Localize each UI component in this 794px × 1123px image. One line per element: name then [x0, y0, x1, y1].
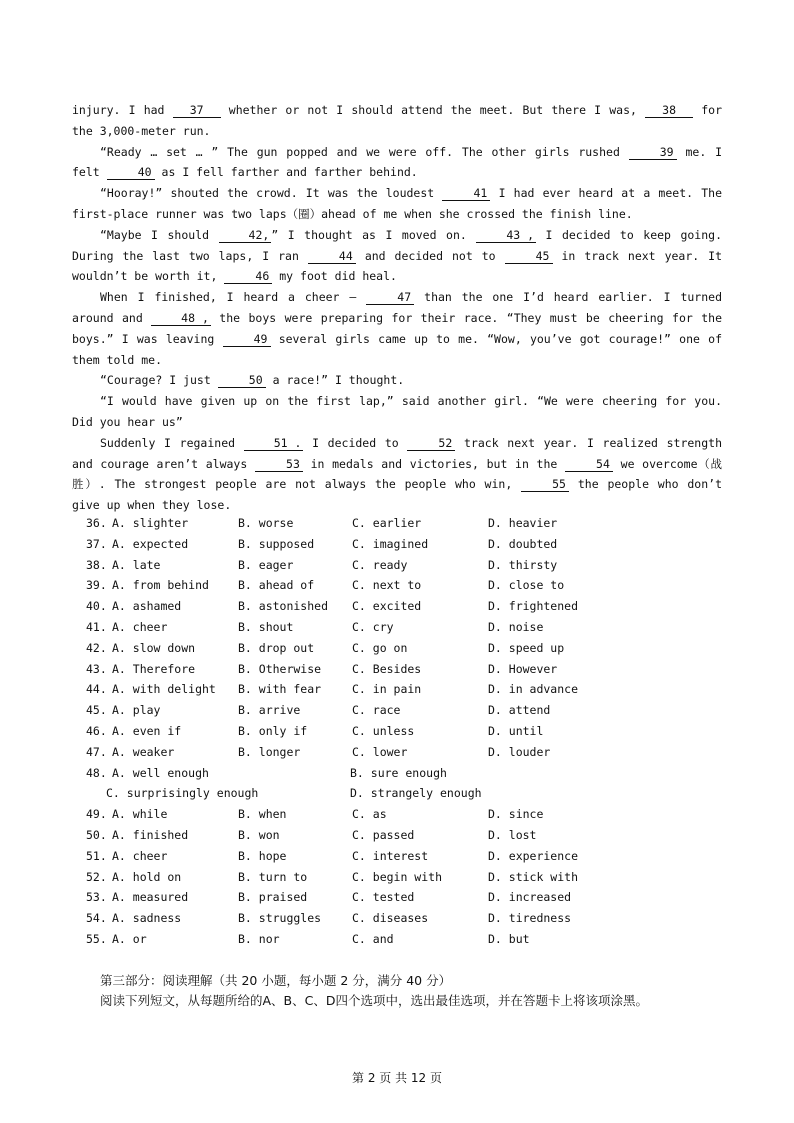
- option-a: A. late: [112, 557, 161, 572]
- option-c: C. and: [352, 931, 394, 946]
- option-row: [86, 807, 736, 828]
- option-b: B. supposed: [238, 536, 315, 551]
- option-c: C. passed: [352, 827, 415, 842]
- option-row: [86, 662, 736, 683]
- option-b: B. astonished: [238, 599, 329, 614]
- question-number: 51.: [86, 848, 107, 863]
- blank: 50: [218, 373, 266, 388]
- option-row: [86, 682, 736, 703]
- option-d: D. stick with: [488, 869, 579, 884]
- question-number: 53.: [86, 890, 107, 905]
- option-d: D. experience: [488, 848, 579, 863]
- option-c: C. diseases: [352, 911, 429, 926]
- blank: 52: [407, 436, 455, 451]
- option-c: C. Besides: [352, 661, 422, 676]
- option-c: C. begin with: [352, 869, 443, 884]
- option-b: B. won: [238, 827, 280, 842]
- option-d: D. However: [488, 661, 558, 676]
- option-row: [86, 932, 736, 953]
- option-b: B. worse: [238, 516, 294, 530]
- option-a: A. cheer: [112, 619, 168, 634]
- blank: 45: [505, 249, 553, 264]
- question-number: 39.: [86, 578, 107, 593]
- option-a: A. measured: [112, 890, 189, 905]
- option-d: D. in advance: [488, 682, 579, 697]
- blank: 54: [565, 457, 613, 472]
- option-c: C. lower: [352, 744, 408, 759]
- option-a: A. cheer: [112, 848, 168, 863]
- answer-options: [86, 516, 736, 953]
- option-row: [86, 890, 736, 911]
- option-a: A. play: [112, 703, 161, 718]
- option-c: C. as: [352, 807, 387, 822]
- option-a: A. weaker: [112, 744, 175, 759]
- passage-paragraph: Suddenly I regained 51 . I decided to 52 track next year. I realized strength and courage aren’t always 53 in medals and victories, but in the 54 we overcome（战胜）. The strongest people are not always the people who win, 55 the people who don’t give up when they lose.: [72, 435, 722, 513]
- option-b: B. struggles: [238, 911, 322, 926]
- option-d: D. frightened: [488, 599, 579, 614]
- question-number: 42.: [86, 640, 107, 655]
- option-row: [86, 703, 736, 724]
- passage-paragraph: “Maybe I should 42, ” I thought as I moved on. 43 , I decided to keep going. During the last two laps, I ran 44 and decided not to 45 in track next year. It wouldn’t be worth it, 46 my foot did heal.: [72, 227, 723, 284]
- question-number: 54.: [86, 911, 107, 926]
- option-d: D. but: [488, 931, 530, 946]
- option-row: [86, 578, 736, 599]
- option-row-continued: [86, 786, 736, 807]
- option-b: B. when: [238, 807, 287, 822]
- option-c: C. unless: [352, 723, 415, 738]
- option-b: B. with fear: [238, 682, 322, 697]
- option-d: D. close to: [488, 578, 565, 593]
- option-d: D. since: [488, 807, 544, 822]
- option-row: [86, 849, 736, 870]
- option-d: D. attend: [488, 703, 551, 718]
- question-number: 50.: [86, 827, 107, 842]
- option-a: A. from behind: [112, 578, 209, 593]
- option-b: B. turn to: [238, 869, 308, 884]
- option-a: A. slighter: [112, 516, 189, 530]
- option-c: C. earlier: [352, 516, 422, 530]
- option-a: A. sadness: [112, 911, 182, 926]
- option-d: D. until: [488, 723, 544, 738]
- option-b: B. only if: [238, 723, 308, 738]
- question-number: 48.: [86, 765, 107, 780]
- option-c: C. tested: [352, 890, 415, 905]
- option-row: [86, 724, 736, 745]
- option-d: D. heavier: [488, 516, 558, 530]
- blank: 44: [308, 249, 356, 264]
- option-c: C. excited: [352, 599, 422, 614]
- option-b: B. shout: [238, 619, 294, 634]
- option-c: C. imagined: [352, 536, 429, 551]
- blank: 42,: [219, 228, 272, 243]
- blank: 47: [366, 290, 414, 305]
- option-a: A. while: [112, 807, 168, 822]
- blank: 46: [224, 269, 272, 284]
- question-number: 47.: [86, 744, 107, 759]
- option-b: B. eager: [238, 557, 294, 572]
- option-d: D. speed up: [488, 640, 565, 655]
- question-number: 41.: [86, 619, 107, 634]
- question-number: 37.: [86, 536, 107, 551]
- question-number: 52.: [86, 869, 107, 884]
- passage-paragraph: injury. I had 37 whether or not I should attend the meet. But there I was, 38 for the 3,000-meter run.: [72, 103, 722, 138]
- blank: 40: [107, 165, 155, 180]
- option-row: [86, 766, 736, 787]
- option-d: D. thirsty: [488, 557, 558, 572]
- question-number: 55.: [86, 931, 107, 946]
- blank: 38: [645, 103, 693, 118]
- option-row: [86, 911, 736, 932]
- option-c: C. surprisingly enough: [106, 786, 259, 801]
- question-number: 43.: [86, 661, 107, 676]
- option-a: A. well enough: [112, 765, 209, 780]
- cloze-passage: [72, 100, 722, 516]
- option-d: D. increased: [488, 890, 572, 905]
- option-d: D. tiredness: [488, 911, 572, 926]
- option-c: C. cry: [352, 619, 394, 634]
- question-number: 38.: [86, 557, 107, 572]
- section-header: [100, 971, 740, 1011]
- option-row: [86, 641, 736, 662]
- blank: 51 .: [244, 436, 304, 451]
- option-b: B. Otherwise: [238, 661, 322, 676]
- passage-paragraph: “Courage? I just 50 a race!” I thought.: [100, 373, 405, 388]
- question-number: 36.: [86, 516, 107, 530]
- option-row: [86, 558, 736, 579]
- page-number: 第 2 页 共 12 页: [352, 1071, 442, 1085]
- option-row: [86, 745, 736, 766]
- blank: 39: [629, 145, 677, 160]
- option-row: [86, 516, 736, 537]
- blank: 43 ,: [476, 228, 536, 243]
- blank: 41: [442, 186, 490, 201]
- option-b: B. hope: [238, 848, 287, 863]
- option-a: A. or: [112, 931, 147, 946]
- blank: 55: [521, 477, 569, 492]
- option-d: D. doubted: [488, 536, 558, 551]
- option-row: [86, 537, 736, 558]
- option-a: A. ashamed: [112, 599, 182, 614]
- option-c: C. interest: [352, 848, 429, 863]
- option-b: B. nor: [238, 931, 280, 946]
- option-a: A. with delight: [112, 682, 216, 697]
- option-c: C. next to: [352, 578, 422, 593]
- option-d: D. strangely enough: [350, 786, 482, 801]
- option-a: A. hold on: [112, 869, 182, 884]
- option-row: [86, 599, 736, 620]
- question-number: 40.: [86, 599, 107, 614]
- section-title: 第三部分：阅读理解（共 20 小题，每小题 2 分，满分 40 分）: [100, 973, 452, 988]
- option-b: B. sure enough: [350, 765, 447, 780]
- option-a: A. finished: [112, 827, 189, 842]
- passage-paragraph: “I would have given up on the first lap,” said another girl. “We were cheering for you. Did you hear us”: [72, 394, 722, 429]
- option-d: D. louder: [488, 744, 551, 759]
- option-d: D. noise: [488, 619, 544, 634]
- option-a: A. expected: [112, 536, 189, 551]
- option-b: B. arrive: [238, 703, 301, 718]
- blank: 37: [173, 103, 221, 118]
- option-b: B. drop out: [238, 640, 315, 655]
- option-a: A. Therefore: [112, 661, 196, 676]
- option-row: [86, 870, 736, 891]
- option-a: A. slow down: [112, 640, 196, 655]
- section-instruction: 阅读下列短文，从每题所给的A、B、C、D四个选项中，选出最佳选项，并在答题卡上将该项涂黑。: [100, 993, 648, 1008]
- option-c: C. race: [352, 703, 401, 718]
- option-b: B. ahead of: [238, 578, 315, 593]
- option-row: [86, 620, 736, 641]
- blank: 48 ,: [151, 311, 211, 326]
- question-number: 46.: [86, 723, 107, 738]
- question-number: 44.: [86, 682, 107, 697]
- option-c: C. in pain: [352, 682, 422, 697]
- option-row: [86, 828, 736, 849]
- question-number: 49.: [86, 807, 107, 822]
- blank: 49: [223, 332, 271, 347]
- option-c: C. go on: [352, 640, 408, 655]
- blank: 53: [255, 457, 303, 472]
- passage-paragraph: “Ready … set … ” The gun popped and we were off. The other girls rushed 39 me. I felt 40 as I fell farther and farther behind.: [72, 144, 723, 180]
- option-b: B. praised: [238, 890, 308, 905]
- passage-paragraph: “Hooray!” shouted the crowd. It was the loudest 41 I had ever heard at a meet. The first-place runner was two laps（圈）ahead of me when she crossed the finish line.: [72, 186, 722, 221]
- question-number: 45.: [86, 703, 107, 718]
- option-a: A. even if: [112, 723, 182, 738]
- option-b: B. longer: [238, 744, 301, 759]
- passage-paragraph: When I finished, I heard a cheer — 47 than the one I’d heard earlier. I turned around and 48 , the boys were preparing for their race. “They must be cheering for the boys.” I was leaving 49 several girls came up to me. “Wow, you’ve got courage!” one of them told me.: [72, 290, 722, 367]
- option-d: D. lost: [488, 827, 537, 842]
- option-c: C. ready: [352, 557, 408, 572]
